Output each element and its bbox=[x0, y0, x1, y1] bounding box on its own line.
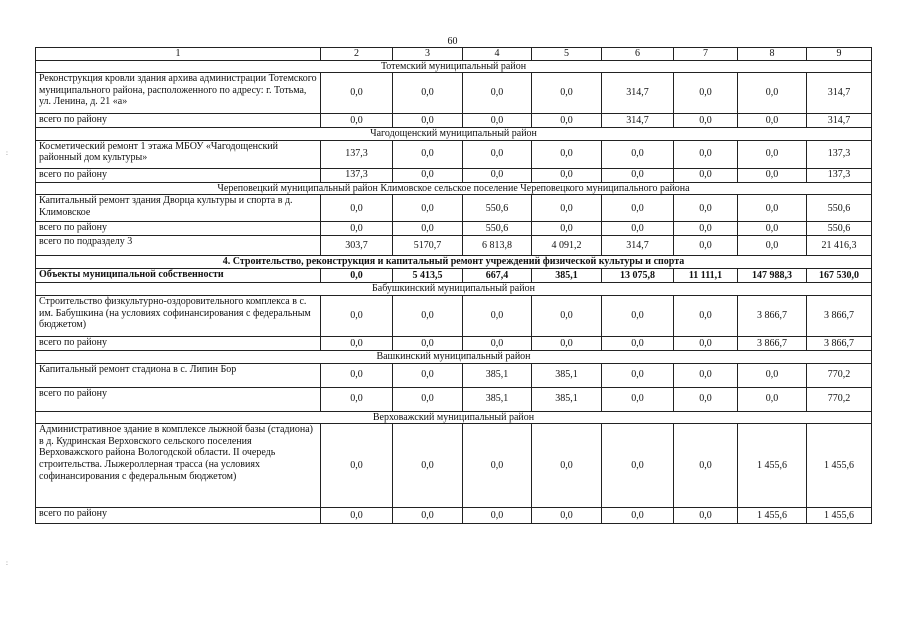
value-col-2: 137,3 bbox=[321, 140, 393, 168]
value-col-2: 0,0 bbox=[321, 508, 393, 524]
district-name: Бабушкинский муниципальный район bbox=[36, 283, 872, 296]
district-name: Чагодощенский муниципальный район bbox=[36, 128, 872, 141]
column-number-1: 1 bbox=[36, 48, 321, 61]
value-col-2: 0,0 bbox=[321, 387, 393, 411]
value-col-5: 0,0 bbox=[532, 424, 602, 508]
value-col-5: 0,0 bbox=[532, 222, 602, 236]
district-header-row bbox=[36, 411, 872, 424]
value-col-8: 0,0 bbox=[738, 236, 807, 256]
value-col-8: 0,0 bbox=[738, 73, 807, 114]
value-col-5: 0,0 bbox=[532, 336, 602, 350]
column-number-6: 6 bbox=[602, 48, 674, 61]
value-col-6: 0,0 bbox=[602, 168, 674, 182]
value-col-9: 1 455,6 bbox=[807, 508, 872, 524]
value-col-6: 0,0 bbox=[602, 363, 674, 387]
row-label: Административное здание в комплексе лыжной базы (стадиона) в д. Кудринская Верховского сельского поселения Верховажского района Вологодской области. II очередь строительства. Лыжероллерная трасса (на условиях софинансирования с федеральным бюджетом) bbox=[36, 424, 321, 508]
column-number-3: 3 bbox=[393, 48, 463, 61]
value-col-7: 0,0 bbox=[674, 508, 738, 524]
value-col-3: 0,0 bbox=[393, 363, 463, 387]
value-col-7: 0,0 bbox=[674, 114, 738, 128]
value-col-9: 137,3 bbox=[807, 140, 872, 168]
value-col-8: 3 866,7 bbox=[738, 336, 807, 350]
value-col-4: 0,0 bbox=[463, 424, 532, 508]
value-col-2: 0,0 bbox=[321, 222, 393, 236]
value-col-4: 550,6 bbox=[463, 222, 532, 236]
value-col-9: 1 455,6 bbox=[807, 424, 872, 508]
value-col-6: 314,7 bbox=[602, 73, 674, 114]
district-name: Череповецкий муниципальный район Климовское сельское поселение Череповецкого муниципального района bbox=[36, 182, 872, 195]
value-col-3: 0,0 bbox=[393, 336, 463, 350]
column-number-7: 7 bbox=[674, 48, 738, 61]
value-col-7: 0,0 bbox=[674, 236, 738, 256]
value-col-7: 0,0 bbox=[674, 424, 738, 508]
row-label: всего по району bbox=[36, 508, 321, 524]
table-row bbox=[36, 73, 872, 114]
table-row bbox=[36, 295, 872, 336]
value-col-8: 0,0 bbox=[738, 363, 807, 387]
value-col-4: 550,6 bbox=[463, 195, 532, 222]
value-col-8: 147 988,3 bbox=[738, 269, 807, 283]
value-col-9: 3 866,7 bbox=[807, 295, 872, 336]
value-col-5: 0,0 bbox=[532, 73, 602, 114]
value-col-3: 0,0 bbox=[393, 424, 463, 508]
value-col-6: 314,7 bbox=[602, 236, 674, 256]
value-col-2: 0,0 bbox=[321, 269, 393, 283]
value-col-6: 0,0 bbox=[602, 295, 674, 336]
table-row bbox=[36, 424, 872, 508]
scan-mark: : bbox=[6, 559, 8, 567]
row-label: Объекты муниципальной собственности bbox=[36, 269, 321, 283]
district-total-row bbox=[36, 508, 872, 524]
value-col-6: 0,0 bbox=[602, 222, 674, 236]
value-col-3: 0,0 bbox=[393, 295, 463, 336]
value-col-5: 385,1 bbox=[532, 269, 602, 283]
row-label: всего по району bbox=[36, 387, 321, 411]
column-number-2: 2 bbox=[321, 48, 393, 61]
value-col-4: 667,4 bbox=[463, 269, 532, 283]
row-label: Строительство физкультурно-оздоровительного комплекса в с. им. Бабушкина (на условиях софинансирования с федеральным бюджетом) bbox=[36, 295, 321, 336]
value-col-8: 0,0 bbox=[738, 387, 807, 411]
value-col-2: 0,0 bbox=[321, 73, 393, 114]
value-col-4: 0,0 bbox=[463, 168, 532, 182]
district-header-row bbox=[36, 283, 872, 296]
value-col-3: 5170,7 bbox=[393, 236, 463, 256]
value-col-7: 11 111,1 bbox=[674, 269, 738, 283]
value-col-6: 314,7 bbox=[602, 114, 674, 128]
value-col-3: 0,0 bbox=[393, 508, 463, 524]
value-col-2: 303,7 bbox=[321, 236, 393, 256]
value-col-7: 0,0 bbox=[674, 168, 738, 182]
value-col-4: 0,0 bbox=[463, 73, 532, 114]
row-label: всего по району bbox=[36, 336, 321, 350]
value-col-4: 0,0 bbox=[463, 508, 532, 524]
value-col-3: 0,0 bbox=[393, 222, 463, 236]
value-col-7: 0,0 bbox=[674, 387, 738, 411]
value-col-6: 0,0 bbox=[602, 336, 674, 350]
value-col-5: 0,0 bbox=[532, 140, 602, 168]
value-col-3: 0,0 bbox=[393, 140, 463, 168]
budget-table bbox=[35, 47, 872, 524]
column-number-9: 9 bbox=[807, 48, 872, 61]
value-col-7: 0,0 bbox=[674, 363, 738, 387]
value-col-2: 0,0 bbox=[321, 424, 393, 508]
row-label: Капитальный ремонт стадиона в с. Липин Бор bbox=[36, 363, 321, 387]
district-header-row bbox=[36, 350, 872, 363]
value-col-7: 0,0 bbox=[674, 73, 738, 114]
section-title: 4. Строительство, реконструкция и капитальный ремонт учреждений физической культуры и спорта bbox=[36, 256, 872, 269]
value-col-9: 21 416,3 bbox=[807, 236, 872, 256]
value-col-2: 0,0 bbox=[321, 295, 393, 336]
district-header-row bbox=[36, 128, 872, 141]
value-col-7: 0,0 bbox=[674, 195, 738, 222]
value-col-9: 167 530,0 bbox=[807, 269, 872, 283]
value-col-9: 550,6 bbox=[807, 222, 872, 236]
value-col-4: 0,0 bbox=[463, 114, 532, 128]
value-col-2: 0,0 bbox=[321, 336, 393, 350]
value-col-6: 0,0 bbox=[602, 140, 674, 168]
value-col-7: 0,0 bbox=[674, 222, 738, 236]
value-col-7: 0,0 bbox=[674, 140, 738, 168]
value-col-7: 0,0 bbox=[674, 295, 738, 336]
row-label: Реконструкция кровли здания архива администрации Тотемского муниципального района, расположенного по адресу: г. Тотьма, ул. Ленина, д. 21 «а» bbox=[36, 73, 321, 114]
row-label: всего по району bbox=[36, 222, 321, 236]
value-col-3: 0,0 bbox=[393, 73, 463, 114]
value-col-7: 0,0 bbox=[674, 336, 738, 350]
district-header-row bbox=[36, 182, 872, 195]
column-number-4: 4 bbox=[463, 48, 532, 61]
value-col-5: 0,0 bbox=[532, 195, 602, 222]
value-col-9: 137,3 bbox=[807, 168, 872, 182]
value-col-3: 0,0 bbox=[393, 114, 463, 128]
district-total-row bbox=[36, 336, 872, 350]
column-number-8: 8 bbox=[738, 48, 807, 61]
value-col-8: 0,0 bbox=[738, 140, 807, 168]
table-row bbox=[36, 195, 872, 222]
value-col-8: 0,0 bbox=[738, 222, 807, 236]
value-col-5: 0,0 bbox=[532, 508, 602, 524]
district-name: Вашкинский муниципальный район bbox=[36, 350, 872, 363]
value-col-5: 4 091,2 bbox=[532, 236, 602, 256]
value-col-9: 770,2 bbox=[807, 387, 872, 411]
value-col-4: 6 813,8 bbox=[463, 236, 532, 256]
value-col-2: 0,0 bbox=[321, 114, 393, 128]
value-col-4: 0,0 bbox=[463, 140, 532, 168]
value-col-8: 0,0 bbox=[738, 168, 807, 182]
table-row bbox=[36, 269, 872, 283]
district-total-row bbox=[36, 168, 872, 182]
scan-mark: : bbox=[6, 149, 8, 157]
value-col-6: 0,0 bbox=[602, 508, 674, 524]
value-col-6: 0,0 bbox=[602, 424, 674, 508]
district-total-row bbox=[36, 387, 872, 411]
page-number: 60 bbox=[447, 36, 458, 47]
value-col-4: 0,0 bbox=[463, 336, 532, 350]
table-row bbox=[36, 236, 872, 256]
row-label: Капитальный ремонт здания Дворца культуры и спорта в д. Климовское bbox=[36, 195, 321, 222]
value-col-9: 770,2 bbox=[807, 363, 872, 387]
value-col-2: 0,0 bbox=[321, 363, 393, 387]
value-col-2: 137,3 bbox=[321, 168, 393, 182]
value-col-3: 0,0 bbox=[393, 387, 463, 411]
value-col-8: 3 866,7 bbox=[738, 295, 807, 336]
value-col-9: 550,6 bbox=[807, 195, 872, 222]
value-col-9: 314,7 bbox=[807, 73, 872, 114]
value-col-3: 5 413,5 bbox=[393, 269, 463, 283]
value-col-4: 385,1 bbox=[463, 387, 532, 411]
value-col-8: 1 455,6 bbox=[738, 424, 807, 508]
value-col-5: 385,1 bbox=[532, 387, 602, 411]
value-col-8: 0,0 bbox=[738, 114, 807, 128]
value-col-4: 0,0 bbox=[463, 295, 532, 336]
value-col-9: 314,7 bbox=[807, 114, 872, 128]
value-col-8: 0,0 bbox=[738, 195, 807, 222]
column-number-5: 5 bbox=[532, 48, 602, 61]
value-col-5: 385,1 bbox=[532, 363, 602, 387]
column-header-row bbox=[36, 48, 872, 61]
district-name: Верховажский муниципальный район bbox=[36, 411, 872, 424]
row-label: Косметический ремонт 1 этажа МБОУ «Чагодощенский районный дом культуры» bbox=[36, 140, 321, 168]
district-header-row bbox=[36, 60, 872, 73]
row-label: всего по району bbox=[36, 114, 321, 128]
value-col-4: 385,1 bbox=[463, 363, 532, 387]
district-total-row bbox=[36, 114, 872, 128]
value-col-6: 0,0 bbox=[602, 195, 674, 222]
section-header-row bbox=[36, 256, 872, 269]
value-col-3: 0,0 bbox=[393, 168, 463, 182]
value-col-8: 1 455,6 bbox=[738, 508, 807, 524]
value-col-2: 0,0 bbox=[321, 195, 393, 222]
value-col-5: 0,0 bbox=[532, 168, 602, 182]
value-col-6: 0,0 bbox=[602, 387, 674, 411]
table-row bbox=[36, 140, 872, 168]
value-col-6: 13 075,8 bbox=[602, 269, 674, 283]
value-col-5: 0,0 bbox=[532, 295, 602, 336]
table-row bbox=[36, 363, 872, 387]
value-col-9: 3 866,7 bbox=[807, 336, 872, 350]
value-col-3: 0,0 bbox=[393, 195, 463, 222]
district-name: Тотемский муниципальный район bbox=[36, 60, 872, 73]
district-total-row bbox=[36, 222, 872, 236]
row-label: всего по подразделу 3 bbox=[36, 236, 321, 256]
value-col-5: 0,0 bbox=[532, 114, 602, 128]
row-label: всего по району bbox=[36, 168, 321, 182]
